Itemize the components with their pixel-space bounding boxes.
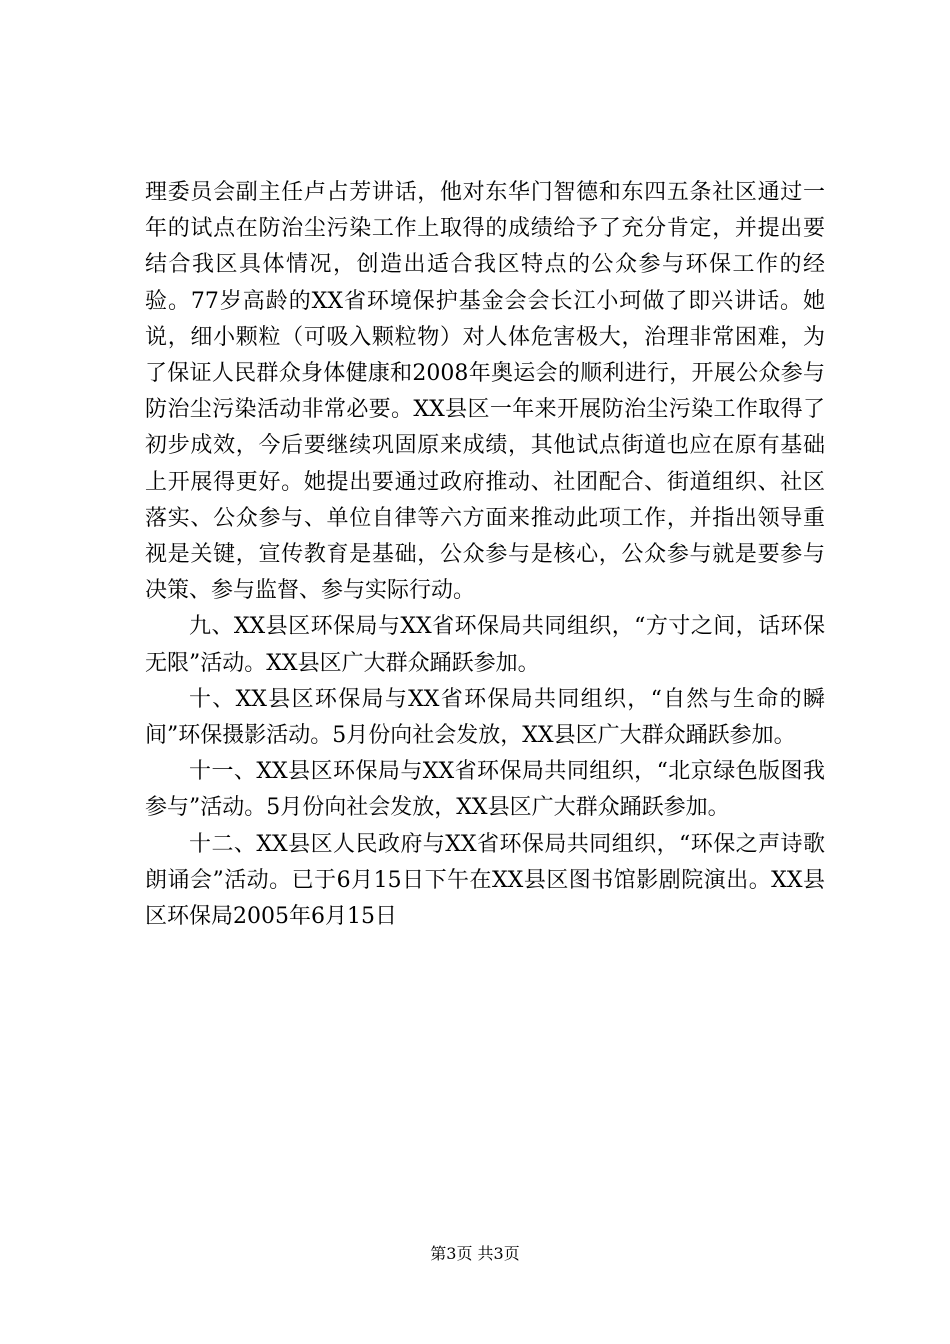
paragraph-item-eleven: 十一、XX县区环保局与XX省环保局共同组织，“北京绿色版图我参与”活动。5月份向社会发放，XX县区广大群众踊跃参加。 [145, 759, 825, 821]
paragraph-item-ten: 十、XX县区环保局与XX省环保局共同组织，“自然与生命的瞬间”环保摄影活动。5月份向社会发放，XX县区广大群众踊跃参加。 [145, 686, 825, 749]
page-footer [0, 1244, 950, 1264]
paragraph-speech-summary: 理委员会副主任卢占芳讲话，他对东华门智德和东四五条社区通过一年的试点在防治尘污染工作上取得的成绩给予了充分肯定，并提出要结合我区具体情况，创造出适合我区特点的公众参与环保工作的经验。77岁高龄的XX省环境保护基金会会长江小珂做了即兴讲话。她说，细小颗粒（可吸入颗粒物）对人体危害极大，治理非常困难，为了保证人民群众身体健康和2008年奥运会的顺利进行，开展公众参与防治尘污染活动非常必要。XX县区一年来开展防治尘污染工作取得了初步成效，今后要继续巩固原来成绩，其他试点街道也应在原有基础上开展得更好。她提出要通过政府推动、社团配合、街道组织、社区落实、公众参与、单位自律等六方面来推动此项工作，并指出领导重视是关键，宣传教育是基础，公众参与是核心，公众参与就是要参与决策、参与监督、参与实际行动。 [145, 180, 825, 604]
paragraph-item-nine: 九、XX县区环保局与XX省环保局共同组织，“方寸之间，话环保无限”活动。XX县区广大群众踊跃参加。 [145, 614, 825, 676]
paragraph-item-twelve: 十二、XX县区人民政府与XX省环保局共同组织，“环保之声诗歌朗诵会”活动。已于6月15日下午在XX县区图书馆影剧院演出。XX县区环保局2005年6月15日 [145, 831, 825, 930]
page-number-label: 第3页 共3页 [430, 1244, 520, 1263]
document-body [145, 175, 825, 935]
